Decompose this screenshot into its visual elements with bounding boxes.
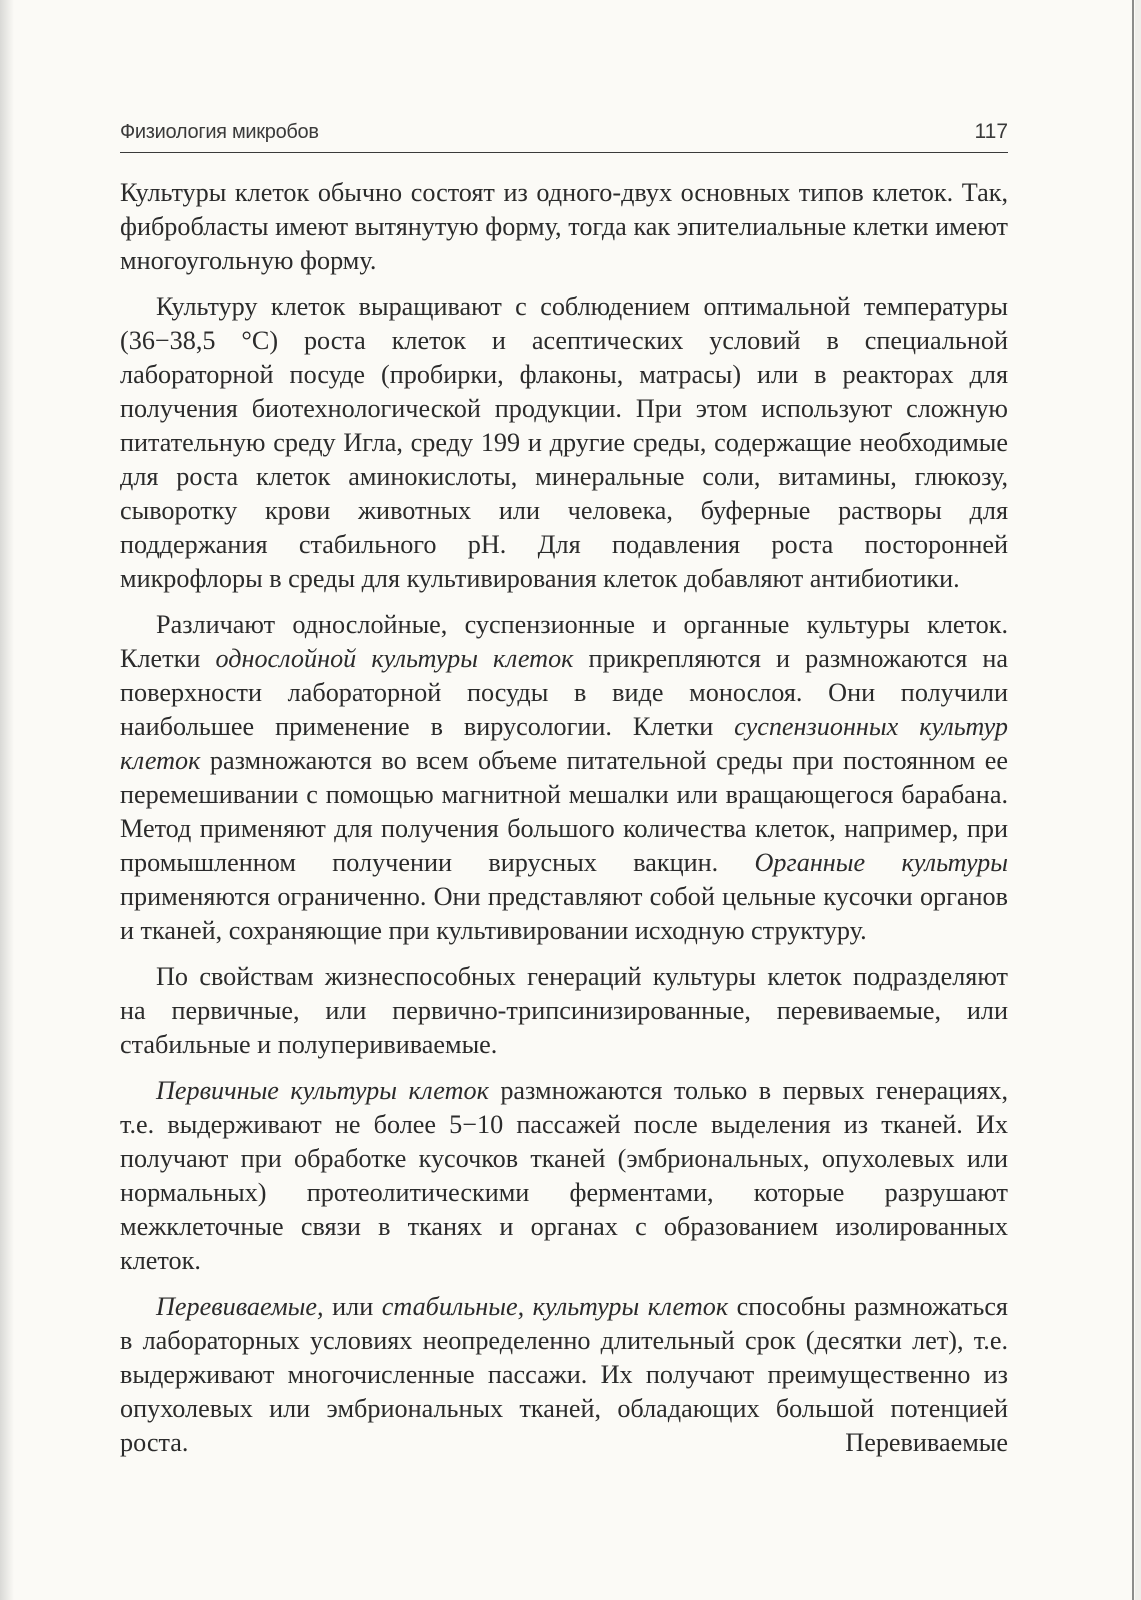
term-italic: стабильные, культуры клеток — [381, 1292, 729, 1321]
page-number: 117 — [974, 120, 1008, 143]
scan-edge-line — [1132, 0, 1134, 1600]
running-header — [120, 118, 1008, 153]
term-italic: Органные культуры — [754, 848, 1009, 877]
text-run: размножаются во всем объеме питательной среды при постоянном ее перемешивании с помощью магнитной мешалки или вращающегося барабана. Метод применяют для получения большого количества клеток, например, при промышленном получении вирусных вакцин. — [120, 746, 1008, 877]
text-run: Культуру клеток выращивают с соблюдением оптимальной температуры (36−38,5 °С) роста клеток и асептических условий в специальной лабораторной посуде (пробирки, флаконы, матрасы) или в реакторах для получения биотехнологической продукции. При этом используют сложную питательную среду Игла, среду 199 и другие среды, содержащие необходимые для роста клеток аминокислоты, минеральные соли, витамины, глюкозу, сыворотку крови животных или человека, буферные растворы для поддержания стабильного рН. Для подавления роста посторонней микрофлоры в среды для культивирования клеток добавляют антибиотики. — [120, 292, 1008, 593]
term-italic: Перевиваемые, — [156, 1292, 324, 1321]
term-italic: однослойной культуры клеток — [215, 644, 574, 673]
body-text — [120, 176, 1008, 1460]
scan-edge-right — [1135, 0, 1141, 1600]
text-run: Различают однослойные, суспензионные и органные культуры клеток. Клетки — [120, 610, 1008, 673]
text-run: Культуры клеток обычно состоят из одного-двух основных типов клеток. Так, фибробласты имеют вытянутую форму, тогда как эпителиальные клетки имеют многоугольную форму. — [120, 178, 1008, 275]
term-italic: суспензионных культур клеток — [120, 712, 1008, 775]
paragraph — [120, 176, 1008, 278]
paragraph — [120, 608, 1008, 948]
paragraph — [120, 290, 1008, 596]
paragraph — [120, 960, 1008, 1062]
running-header-title: Физиология микробов — [120, 121, 319, 143]
paragraph — [120, 1290, 1008, 1460]
text-run: прикрепляются и размножаются на поверхности лабораторной посуды в виде монослоя. Они получили наибольшее применение в вирусологии. Клетки — [120, 644, 1008, 741]
text-run: способны размножаться в лабораторных условиях неопределенно длительный срок (десятки лет), т.е. выдерживают многочисленные пассажи. Их получают преимущественно из опухолевых или эмбриональных тканей, обладающих большой потенцией роста. Перевиваемые — [120, 1292, 1008, 1457]
text-run: применяются ограниченно. Они представляют собой цельные кусочки органов и тканей, сохраняющие при культивировании исходную структуру. — [120, 882, 1008, 945]
text-run: По свойствам жизнеспособных генераций культуры клеток подразделяют на первичные, или первично-трипсинизированные, перевиваемые, или стабильные и полуперививаемые. — [120, 962, 1008, 1059]
term-italic: Первичные культуры клеток — [156, 1076, 489, 1105]
text-run: или — [323, 1292, 382, 1321]
paragraph — [120, 1074, 1008, 1278]
text-run: размножаются только в первых генерациях, т.е. выдерживают не более 5−10 пассажей после выделения из тканей. Их получают при обработке кусочков тканей (эмбриональных, опухолевых или нормальных) протеолитическими ферментами, которые разрушают межклеточные связи в тканях и органах с образованием изолированных клеток. — [120, 1076, 1009, 1275]
scan-shadow-left — [0, 0, 14, 1600]
